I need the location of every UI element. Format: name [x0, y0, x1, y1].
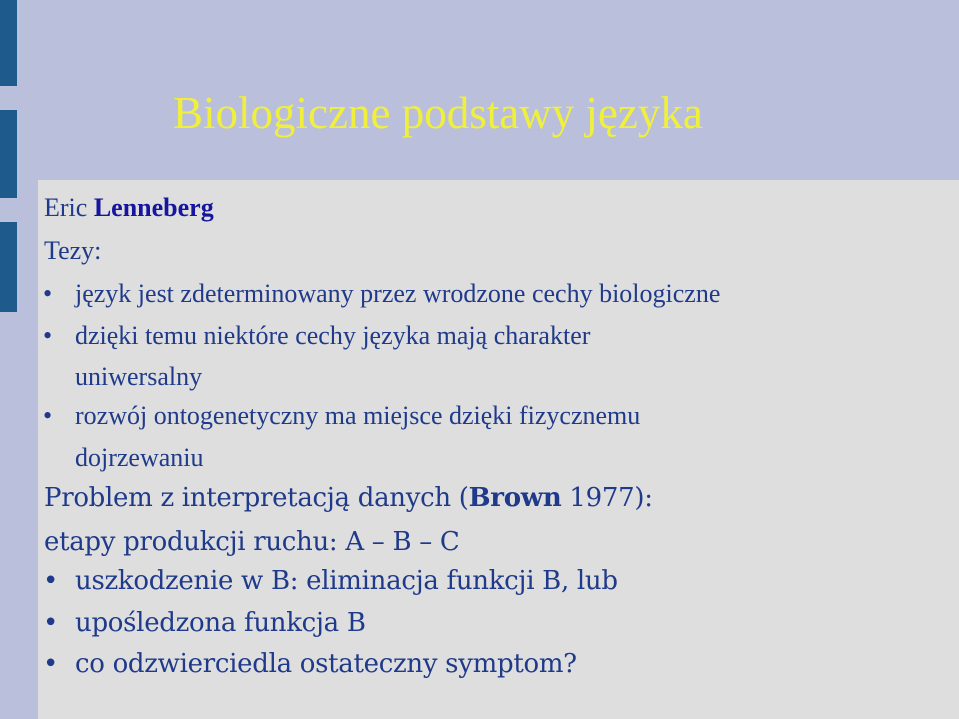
- stages-line: etapy produkcji ruchu: A – B – C: [44, 527, 460, 557]
- problem-prefix: Problem z interpretacją danych (: [44, 483, 469, 513]
- bullet-icon: •: [43, 401, 53, 430]
- side-bar-top: [0, 0, 17, 86]
- list-item-text: rozwój ontogenetyczny ma miejsce dzięki fizycznemu: [75, 401, 641, 430]
- thesis-label: Tezy:: [44, 236, 102, 265]
- list-item-text: co odzwierciedla ostateczny symptom?: [75, 649, 577, 679]
- list-item-text: uniwersalny: [75, 362, 203, 391]
- problem-suffix: 1977):: [561, 483, 653, 513]
- bullet-icon: •: [43, 279, 53, 308]
- author-line: [44, 193, 214, 223]
- list-item-text: upośledzona funkcja B: [75, 608, 366, 638]
- bullet-icon: •: [43, 566, 59, 596]
- problem-name: Brown: [468, 483, 562, 513]
- bullet-icon: •: [43, 608, 59, 638]
- bullet-icon: •: [43, 649, 59, 679]
- problem-line: [44, 483, 653, 513]
- side-bar-middle: [0, 110, 17, 198]
- list-item-text: język jest zdeterminowany przez wrodzone cechy biologiczne: [75, 279, 721, 308]
- list-item-text: dzięki temu niektóre cechy języka mają charakter: [75, 321, 591, 350]
- author-prefix: Eric: [44, 193, 88, 222]
- bullet-icon: •: [43, 321, 53, 350]
- slide-title: Biologiczne podstawy języka: [173, 88, 703, 138]
- author-name: Lenneberg: [93, 193, 214, 222]
- list-item-text: uszkodzenie w B: eliminacja funkcji B, lub: [75, 566, 618, 596]
- list-item-text: dojrzewaniu: [75, 443, 204, 472]
- side-bar-bottom: [0, 222, 17, 312]
